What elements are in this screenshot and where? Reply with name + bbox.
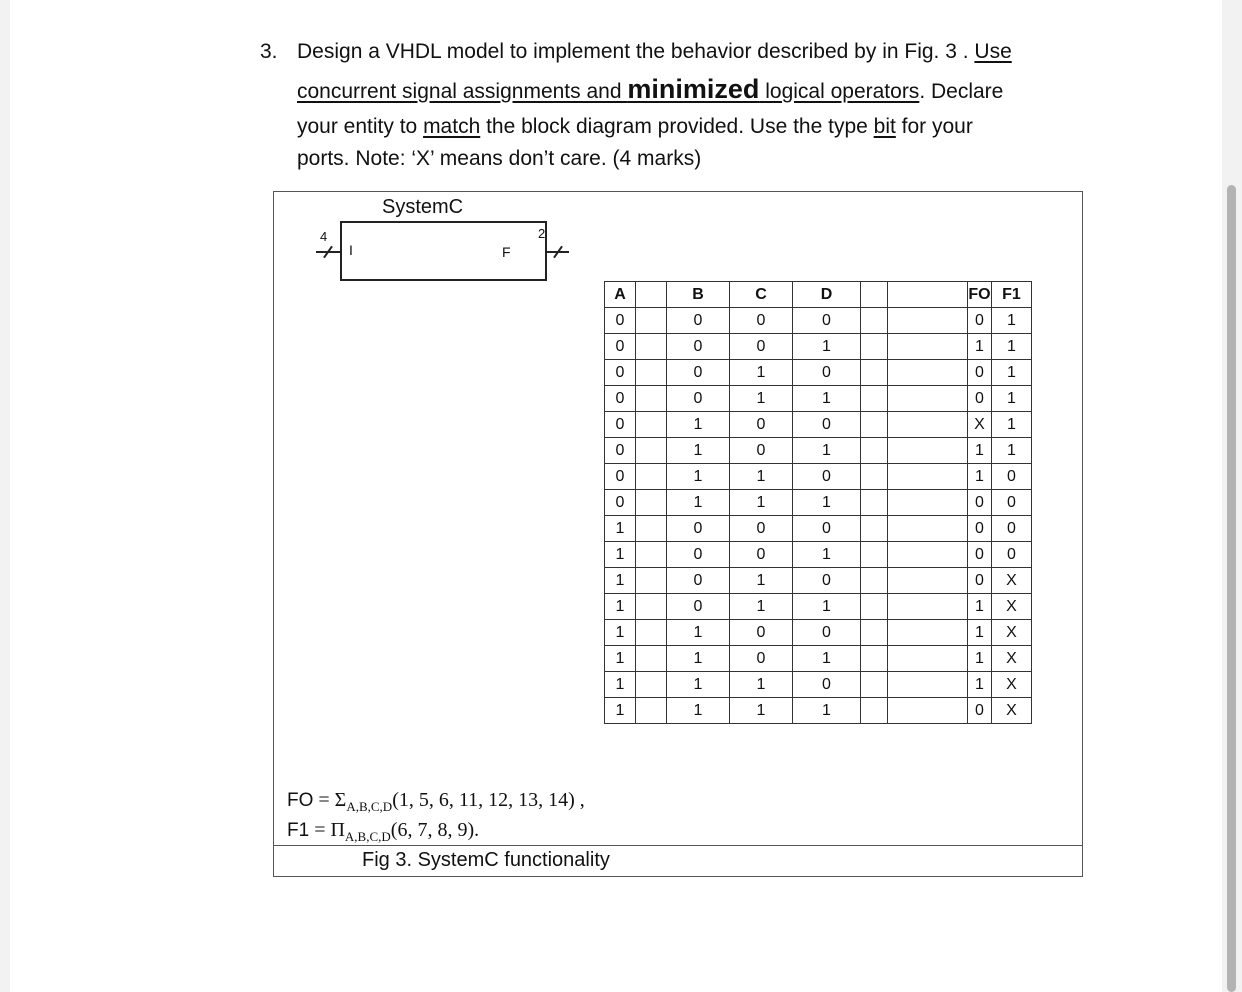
spacer-cell [888, 386, 968, 412]
truth-table [604, 281, 1032, 724]
table-cell: 0 [667, 594, 730, 620]
spacer-cell [888, 490, 968, 516]
table-row [605, 412, 1032, 438]
table-cell: 1 [667, 438, 730, 464]
spacer-header [888, 282, 968, 308]
table-cell: 1 [730, 672, 793, 698]
input-port-label: I [349, 242, 353, 258]
figure-caption: Fig 3. SystemC functionality [362, 849, 610, 871]
output-bus-width: 2 [538, 226, 546, 241]
table-cell: 0 [968, 386, 992, 412]
spacer-cell [636, 646, 667, 672]
table-cell: 0 [667, 568, 730, 594]
table-cell: 0 [605, 386, 636, 412]
spacer-cell [861, 620, 888, 646]
input-bus-width: 4 [320, 229, 328, 244]
table-cell: 1 [992, 308, 1032, 334]
table-cell: 1 [730, 464, 793, 490]
spacer-cell [888, 412, 968, 438]
table-cell: 1 [667, 698, 730, 724]
spacer-cell [636, 516, 667, 542]
table-cell: 0 [968, 360, 992, 386]
spacer-cell [861, 542, 888, 568]
table-cell: 1 [793, 334, 861, 360]
spacer-cell [861, 568, 888, 594]
systemc-block [340, 221, 547, 281]
table-cell: 0 [667, 334, 730, 360]
table-cell: 1 [730, 490, 793, 516]
spacer-cell [888, 646, 968, 672]
table-cell: 0 [793, 672, 861, 698]
table-cell: 1 [968, 672, 992, 698]
table-row [605, 360, 1032, 386]
table-cell: 0 [793, 516, 861, 542]
table-cell: 0 [968, 568, 992, 594]
spacer-cell [636, 490, 667, 516]
table-row [605, 516, 1032, 542]
spacer-cell [888, 334, 968, 360]
table-cell: 1 [605, 568, 636, 594]
table-cell: 1 [730, 360, 793, 386]
table-cell: 1 [667, 646, 730, 672]
spacer-cell [636, 308, 667, 334]
spacer-cell [861, 516, 888, 542]
table-cell: 1 [605, 516, 636, 542]
table-cell: 0 [730, 516, 793, 542]
table-row [605, 464, 1032, 490]
underlined-text: bit [873, 115, 896, 138]
table-row [605, 490, 1032, 516]
table-cell: 1 [667, 490, 730, 516]
column-header-f1: F1 [992, 282, 1032, 308]
spacer-cell [888, 516, 968, 542]
table-cell: 1 [968, 334, 992, 360]
table-cell: 0 [968, 698, 992, 724]
spacer-cell [636, 360, 667, 386]
spacer-header [636, 282, 667, 308]
table-row [605, 334, 1032, 360]
spacer-cell [861, 490, 888, 516]
table-cell: 0 [968, 516, 992, 542]
table-cell: 1 [992, 438, 1032, 464]
table-cell: 0 [730, 334, 793, 360]
column-header-d: D [793, 282, 861, 308]
caption-divider [274, 845, 1082, 846]
question-line-2 [297, 74, 1057, 105]
output-port-label: F [502, 244, 511, 260]
table-cell: 1 [793, 490, 861, 516]
question-line-1 [297, 40, 1057, 64]
spacer-cell [888, 464, 968, 490]
table-cell: 1 [793, 646, 861, 672]
table-row [605, 542, 1032, 568]
table-cell: 0 [605, 438, 636, 464]
spacer-cell [861, 308, 888, 334]
spacer-cell [861, 698, 888, 724]
question-text: . Declare [919, 80, 1004, 103]
underlined-text: Use [974, 40, 1012, 63]
question-line-3: your entity to match the block diagram provided. Use the type bit for your [297, 115, 973, 138]
table-cell: 1 [968, 438, 992, 464]
spacer-cell [636, 672, 667, 698]
table-cell: 0 [793, 308, 861, 334]
spacer-cell [888, 438, 968, 464]
spacer-cell [888, 542, 968, 568]
table-cell: 0 [730, 412, 793, 438]
spacer-cell [861, 412, 888, 438]
table-cell: 0 [968, 308, 992, 334]
table-cell: 0 [605, 308, 636, 334]
table-cell: 1 [730, 568, 793, 594]
emphasis-text: minimized [627, 74, 760, 104]
table-cell: 0 [793, 568, 861, 594]
block-title: SystemC [382, 196, 464, 218]
table-cell: 1 [667, 464, 730, 490]
table-cell: 0 [793, 412, 861, 438]
table-row [605, 594, 1032, 620]
table-cell: 1 [793, 698, 861, 724]
spacer-cell [636, 464, 667, 490]
table-cell: 0 [730, 438, 793, 464]
table-cell: 1 [968, 620, 992, 646]
table-row [605, 620, 1032, 646]
table-cell: X [992, 698, 1032, 724]
table-cell: 1 [992, 334, 1032, 360]
spacer-cell [636, 698, 667, 724]
table-row [605, 698, 1032, 724]
table-cell: 0 [667, 516, 730, 542]
table-cell: 0 [992, 464, 1032, 490]
table-cell: 1 [730, 698, 793, 724]
table-cell: 1 [992, 386, 1032, 412]
table-cell: 1 [605, 594, 636, 620]
spacer-cell [888, 620, 968, 646]
table-cell: 1 [992, 412, 1032, 438]
table-cell: 1 [730, 386, 793, 412]
table-cell: 0 [605, 464, 636, 490]
spacer-cell [861, 360, 888, 386]
table-cell: 1 [992, 360, 1032, 386]
table-cell: 0 [605, 412, 636, 438]
spacer-cell [861, 594, 888, 620]
table-cell: 1 [605, 672, 636, 698]
spacer-cell [861, 386, 888, 412]
table-cell: 0 [730, 542, 793, 568]
question-number: 3. [260, 40, 278, 63]
table-cell: X [992, 646, 1032, 672]
table-row [605, 672, 1032, 698]
spacer-cell [861, 334, 888, 360]
table-cell: X [992, 620, 1032, 646]
table-cell: 1 [968, 594, 992, 620]
table-cell: 0 [793, 360, 861, 386]
table-cell: 0 [992, 490, 1032, 516]
table-cell: 0 [992, 542, 1032, 568]
spacer-cell [888, 360, 968, 386]
table-row [605, 308, 1032, 334]
spacer-cell [888, 594, 968, 620]
scrollbar-thumb[interactable] [1227, 185, 1236, 992]
spacer-cell [888, 672, 968, 698]
table-cell: 0 [667, 308, 730, 334]
spacer-cell [861, 438, 888, 464]
spacer-cell [636, 412, 667, 438]
spacer-cell [636, 594, 667, 620]
table-row [605, 386, 1032, 412]
table-cell: 0 [992, 516, 1032, 542]
table-cell: 0 [968, 490, 992, 516]
table-row [605, 438, 1032, 464]
table-cell: 0 [667, 542, 730, 568]
table-cell: X [992, 672, 1032, 698]
column-header-b: B [667, 282, 730, 308]
table-cell: 1 [968, 646, 992, 672]
table-cell: 1 [667, 672, 730, 698]
spacer-cell [636, 568, 667, 594]
spacer-cell [861, 646, 888, 672]
table-cell: 0 [793, 620, 861, 646]
table-cell: 1 [605, 646, 636, 672]
spacer-cell [888, 698, 968, 724]
table-cell: 0 [793, 464, 861, 490]
table-cell: X [968, 412, 992, 438]
spacer-cell [636, 334, 667, 360]
table-cell: 1 [730, 594, 793, 620]
table-cell: 0 [605, 360, 636, 386]
table-cell: 1 [793, 438, 861, 464]
table-cell: X [992, 594, 1032, 620]
table-cell: 1 [667, 412, 730, 438]
spacer-cell [888, 568, 968, 594]
table-cell: 0 [730, 620, 793, 646]
table-cell: 1 [605, 542, 636, 568]
f0-formula: FO = $\Sigma_{A,B,C,D}(1$, 5, 6, 11, 12, 13, 14) , [287, 789, 585, 814]
spacer-cell [861, 672, 888, 698]
table-cell: 1 [968, 464, 992, 490]
spacer-header [861, 282, 888, 308]
table-cell: X [992, 568, 1032, 594]
underlined-text: match [423, 115, 481, 138]
column-header-a: A [605, 282, 636, 308]
table-cell: 0 [605, 334, 636, 360]
table-cell: 1 [793, 542, 861, 568]
table-cell: 0 [968, 542, 992, 568]
spacer-cell [636, 542, 667, 568]
column-header-f0: FO [968, 282, 992, 308]
question-line-4: ports. Note: ‘X’ means don’t care. (4 marks) [297, 147, 702, 170]
table-cell: 0 [730, 646, 793, 672]
table-row [605, 646, 1032, 672]
table-cell: 0 [667, 386, 730, 412]
column-header-c: C [730, 282, 793, 308]
table-cell: 0 [667, 360, 730, 386]
spacer-cell [636, 386, 667, 412]
table-cell: 1 [667, 620, 730, 646]
table-cell: 1 [605, 620, 636, 646]
table-cell: 0 [730, 308, 793, 334]
table-cell: 0 [605, 490, 636, 516]
table-cell: 1 [793, 386, 861, 412]
spacer-cell [888, 308, 968, 334]
question-text: Design a VHDL model to implement the behavior described by in Fig. 3 . [297, 40, 975, 63]
table-cell: 1 [793, 594, 861, 620]
underlined-text: concurrent signal assignments and minimized logical operators [297, 74, 920, 104]
table-cell: 1 [605, 698, 636, 724]
spacer-cell [636, 620, 667, 646]
table-header-row [605, 282, 1032, 308]
spacer-cell [861, 464, 888, 490]
table-row [605, 568, 1032, 594]
f1-formula: $F1 = \Pi_{A,B,C,D}(6$, 7, 8, 9). [287, 819, 480, 844]
spacer-cell [636, 438, 667, 464]
